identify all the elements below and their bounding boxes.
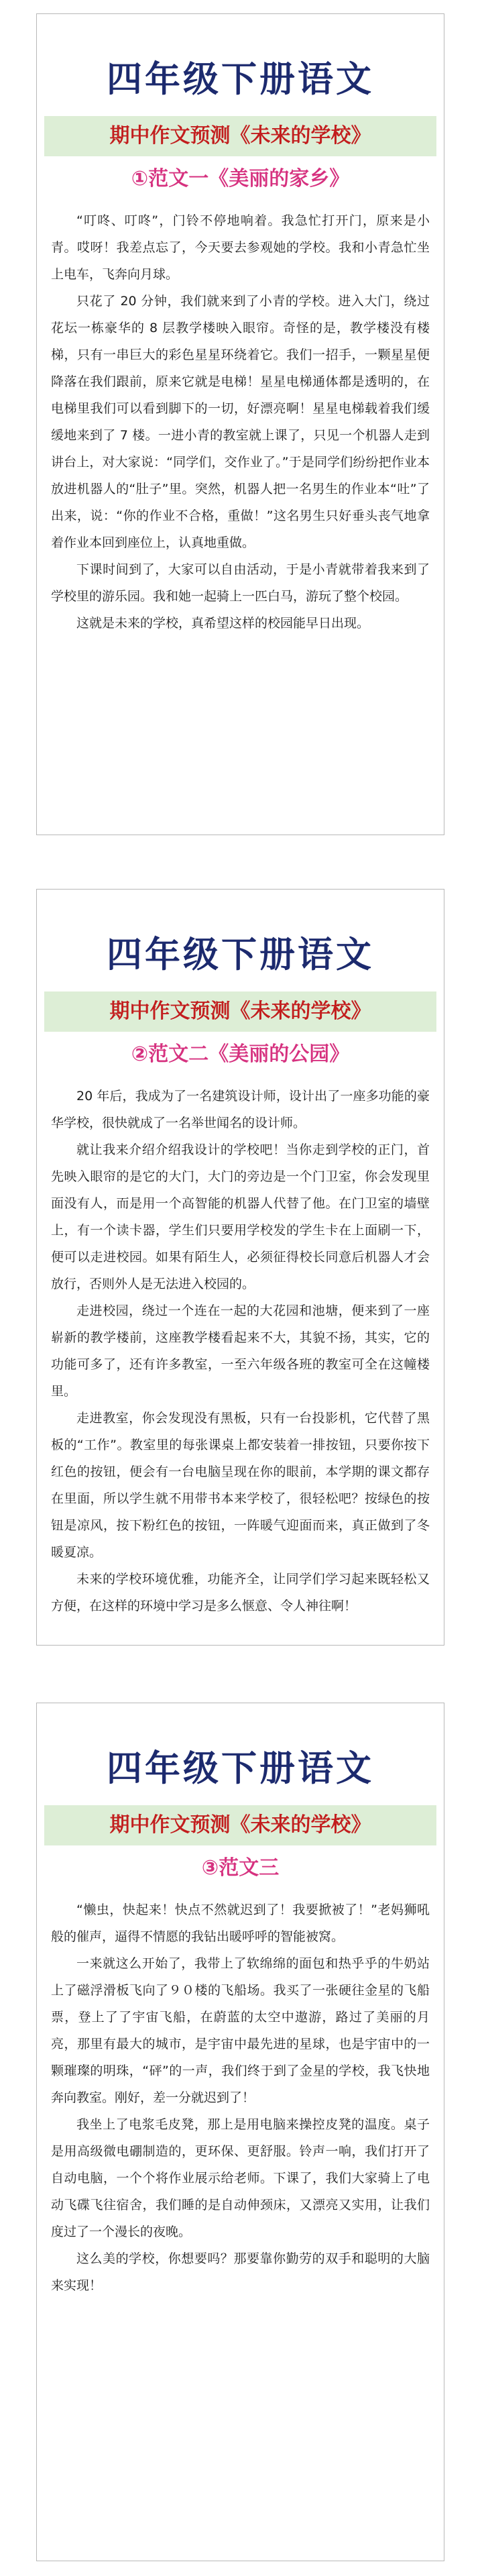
paragraph: 走进教室，你会发现没有黑板，只有一台投影机，它代替了黑板的“工作”。教室里的每张课桌上都安装着一排按钮，只要你按下红色的按钮，便会有一台电脑呈现在你的眼前，本学期的课文都存在里面，所以学生就不用带书本来学校了，很轻松吧？按绿色的按钮是凉风，按下粉红色的按钮，一阵暖气迎面而来，真正做到了冬暖夏凉。 (51, 1411, 430, 1560)
section-heading: ②范文二《美丽的公园》 (131, 1042, 350, 1066)
paragraph: 下课时间到了，大家可以自由活动，于是小青就带着我来到了学校里的游乐园。我和她一起骑上一匹白马，游玩了整个校园。 (51, 562, 430, 604)
subtitle-banner: 期中作文预测《未来的学校》 (44, 1805, 436, 1845)
paragraph: “懒虫，快起来！快点不然就迟到了！我要掀被了！”老妈狮吼般的催声，逼得不情愿的我钻出暖呼呼的智能被窝。 (51, 1902, 430, 1944)
essay-body (51, 1896, 430, 2299)
paragraph: 这就是未来的学校，真希望这样的校园能早日出现。 (76, 616, 370, 631)
document-page (36, 1703, 444, 2561)
paragraph: 20 年后，我成为了一名建筑设计师，设计出了一座多功能的豪华学校，很快就成了一名举世闻名的设计师。 (51, 1089, 430, 1130)
document-page (36, 889, 444, 1646)
page-title: 四年级下册语文 (107, 1748, 374, 1789)
paragraph: 未来的学校环境优雅，功能齐全，让同学们学习起来既轻松又方便，在这样的环境中学习是多么惬意、令人神往啊！ (51, 1572, 430, 1613)
essay-body (51, 1083, 430, 1619)
paragraph: 就让我来介绍介绍我设计的学校吧！当你走到学校的正门，首先映入眼帘的是它的大门，大门的旁边是一个门卫室，你会发现里面没有人，而是用一个高智能的机器人代替了他。在门卫室的墙壁上，有一个读卡器，学生们只要用学校发的学生卡在上面刷一下，便可以走进校园。如果有陌生人，必须征得校长同意后机器人才会放行，否则外人是无法进入校园的。 (51, 1142, 430, 1291)
subtitle-banner: 期中作文预测《未来的学校》 (44, 116, 436, 156)
section-heading: ③范文三 (201, 1856, 280, 1880)
paragraph: “叮咚、叮咚”，门铃不停地响着。我急忙打开门，原来是小青。哎呀！我差点忘了，今天要去参观她的学校。我和小青急忙坐上电车，飞奔向月球。 (51, 213, 430, 282)
page-title: 四年级下册语文 (107, 934, 374, 975)
essay-body (51, 207, 430, 637)
paragraph: 走进校园，绕过一个连在一起的大花园和池塘，便来到了一座崭新的教学楼前，这座教学楼看起来不大，其貌不扬，其实，它的功能可多了，还有许多教室，一至六年级各班的教室可全在这幢楼里。 (51, 1303, 430, 1399)
paragraph: 一来就这么开始了，我带上了软绵绵的面包和热乎乎的牛奶站上了磁浮滑板飞向了９０楼的飞船场。我买了一张硬往金星的飞船票，登上了了宇宙飞船，在蔚蓝的太空中遨游，路过了美丽的月亮，那里有最大的城市，是宇宙中最先进的星球，也是宇宙中的一颗璀璨的明珠，“砰”的一声，我们终于到了金星的学校，我飞快地奔向教室。刚好，差一分就迟到了！ (51, 1956, 430, 2105)
paragraph: 我坐上了电浆毛皮凳，那上是用电脑来操控皮凳的温度。桌子是用高级微电硼制造的，更环保、更舒服。铃声一响，我们打开了自动电脑，一个个将作业展示给老师。下课了，我们大家骑上了电动飞碟飞往宿舍，我们睡的是自动伸颈床，又漂亮又实用，让我们度过了一个漫长的夜晚。 (51, 2117, 430, 2239)
page-title: 四年级下册语文 (107, 59, 374, 100)
paragraph: 这么美的学校，你想要吗？那要靠你勤劳的双手和聪明的大脑来实现！ (51, 2251, 430, 2293)
subtitle-banner: 期中作文预测《未来的学校》 (44, 991, 436, 1032)
paragraph: 只花了 20 分钟，我们就来到了小青的学校。进入大门，绕过花坛一栋豪华的 8 层教学楼映入眼帘。奇怪的是，教学楼没有楼梯，只有一串巨大的彩色星星环绕着它。我们一招手，一颗星星便降落在我们跟前，原来它就是电梯！星星电梯通体都是透明的，在电梯里我们可以看到脚下的一切，好漂亮啊！星星电梯载着我们缓缓地来到了 7 楼。一进小青的教室就上课了，只见一个机器人走到讲台上，对大家说：“同学们，交作业了。”于是同学们纷纷把作业本放进机器人的“肚子”里。突然，机器人把一名男生的作业本“吐”了出来，说：“你的作业不合格，重做！”这名男生只好垂头丧气地拿着作业本回到座位上，认真地重做。 (51, 294, 430, 550)
section-heading: ①范文一《美丽的家乡》 (131, 167, 350, 191)
document-page (36, 13, 444, 835)
